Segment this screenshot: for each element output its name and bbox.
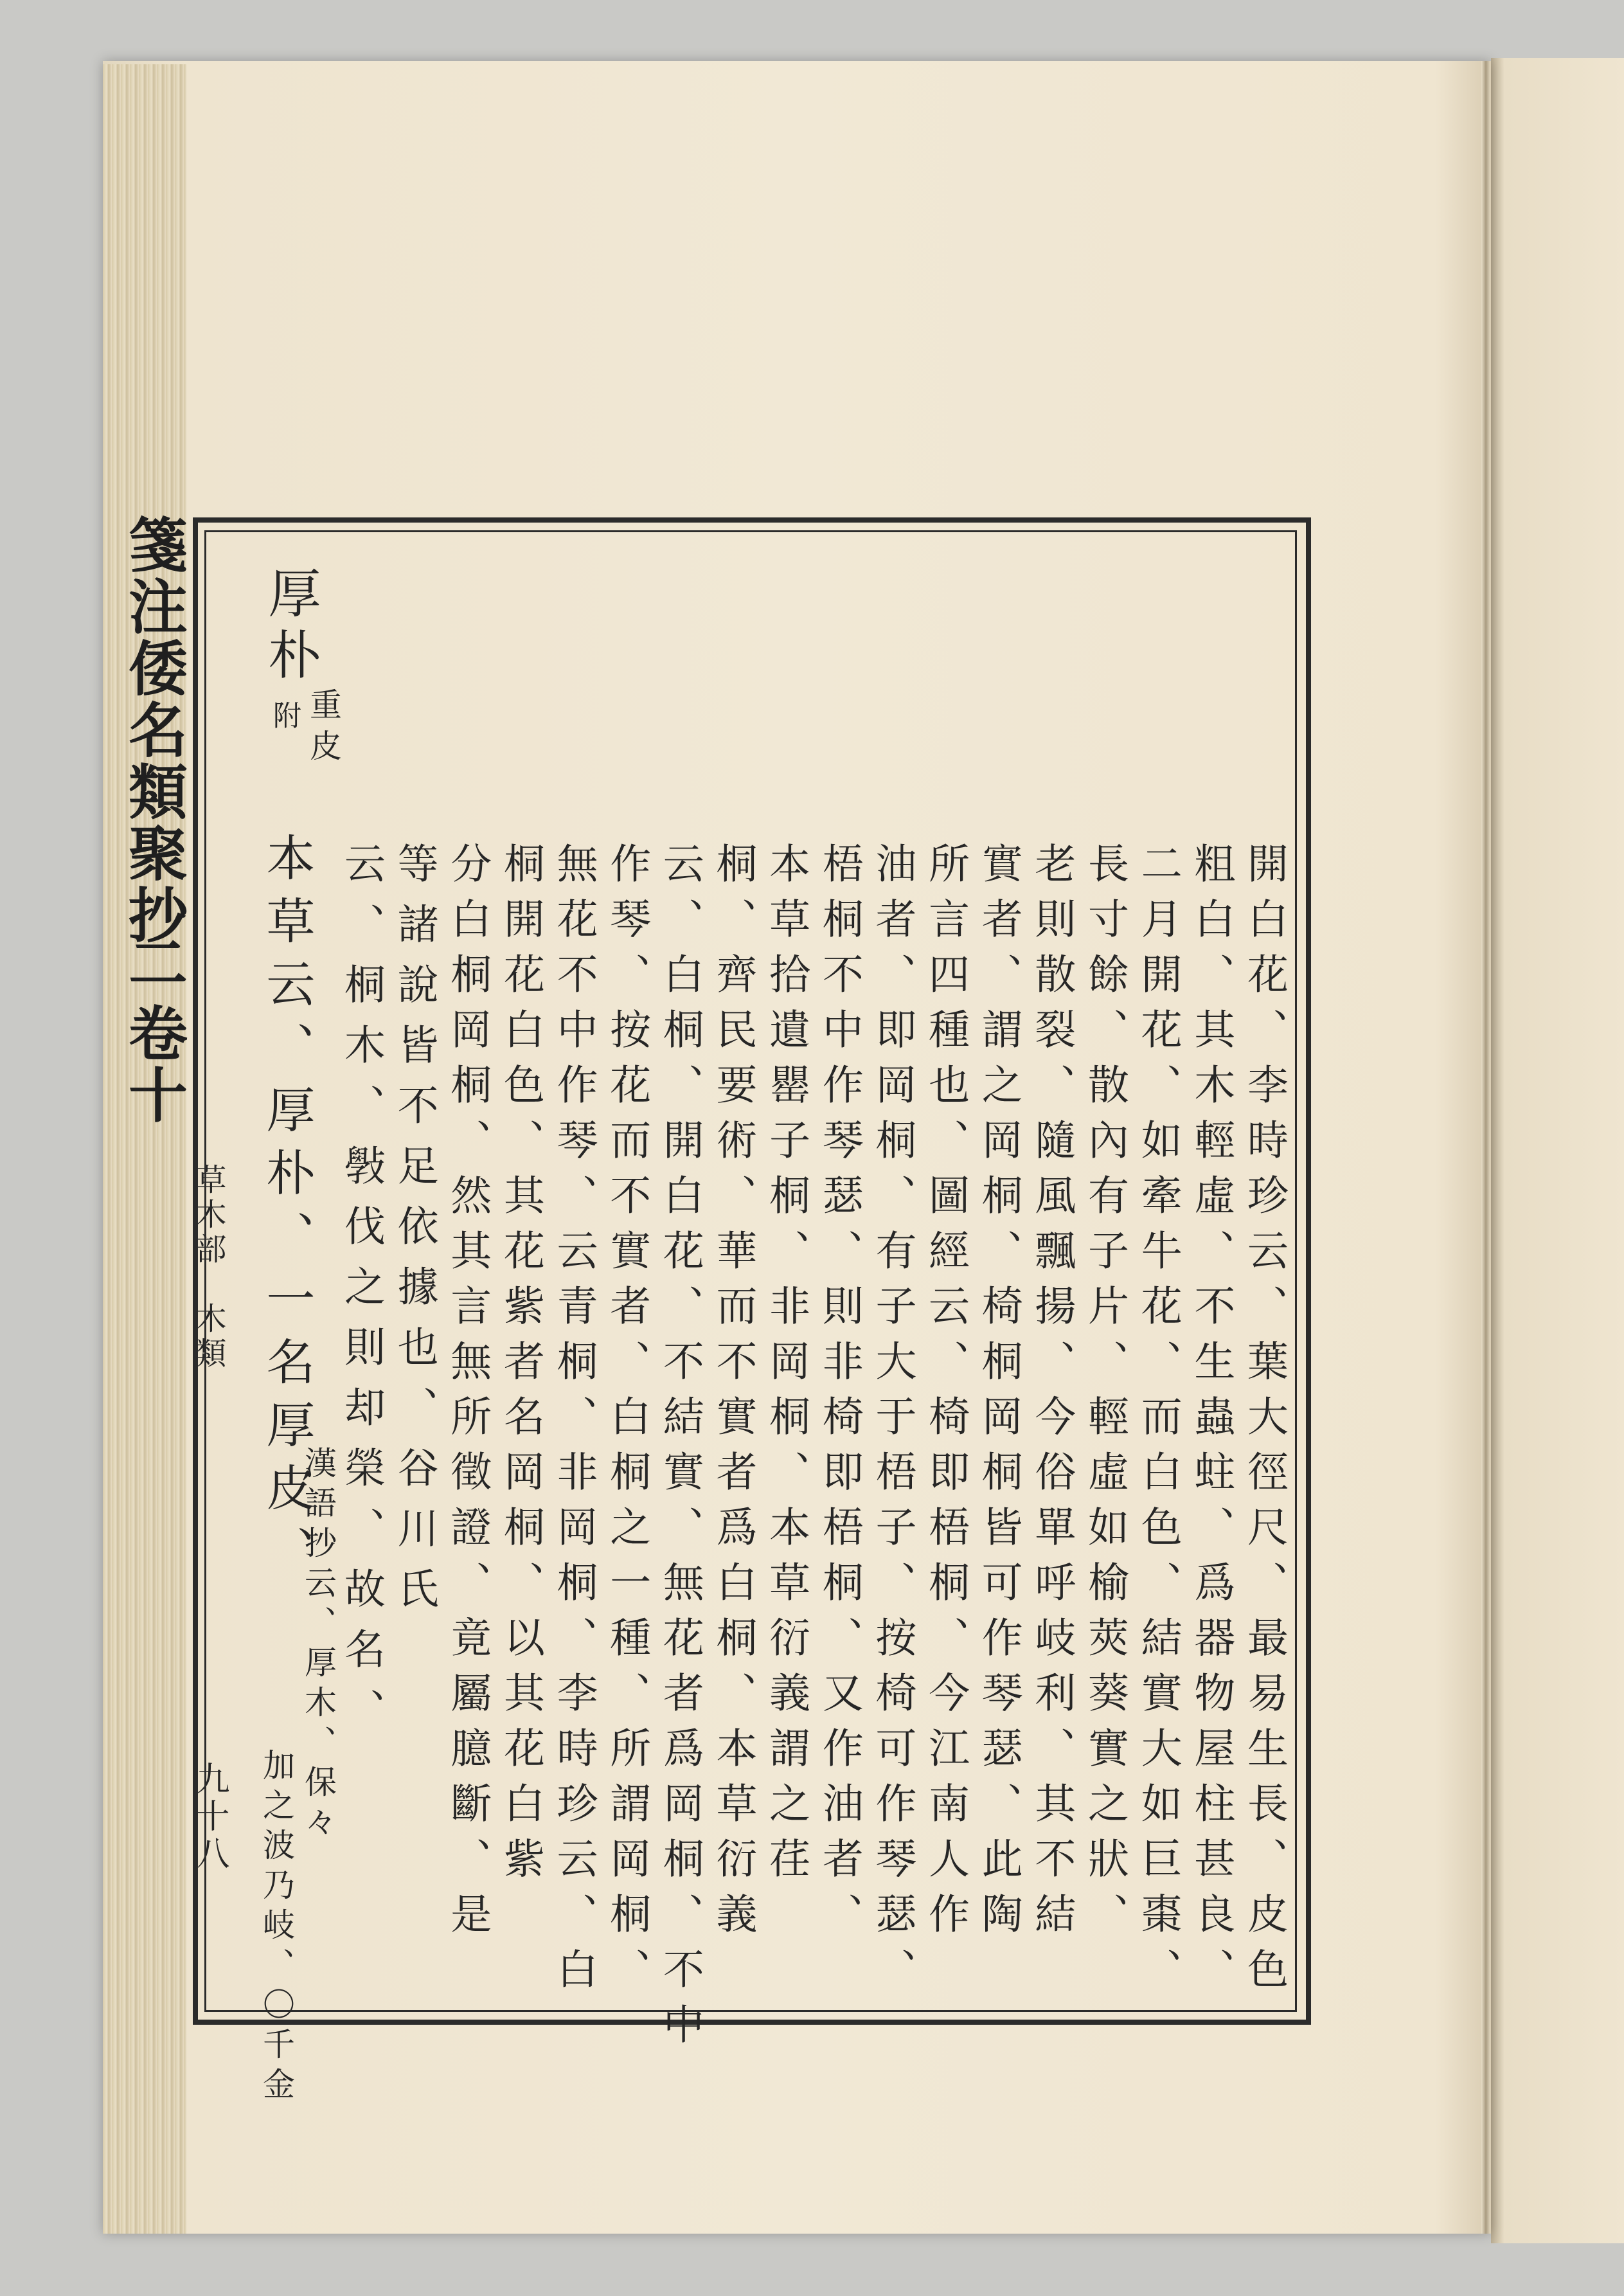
facing-page — [1491, 58, 1624, 2243]
text-column: 云、白桐、開白花、不結實、無花者爲岡桐、不中 — [656, 842, 704, 2058]
volume-number: 二 — [119, 932, 188, 994]
text-column: 長寸餘、散內有子片、輕虛如榆莢葵實之狀、 — [1081, 842, 1129, 1948]
text-column: 分白桐岡桐、然其言無所徵證、竟屬臆斷、是 — [443, 842, 492, 1948]
text-column: 二月開花、如牽牛花、而白色、結實大如巨棗、 — [1134, 842, 1182, 2003]
volume-label: 卷十 — [119, 1003, 188, 1126]
text-column: 云、桐木、斅伐之則却榮、故名、 — [337, 842, 385, 1748]
page-number: 九十八 — [190, 1761, 229, 1873]
appended-marker: 附 — [268, 701, 301, 734]
text-column: 粗白、其木輕虛、不生蟲蛀、爲器物屋柱甚良、 — [1187, 842, 1235, 2003]
text-column: 本草云、厚朴、一名厚皮、 — [258, 832, 316, 1588]
text-column: 所言四種也、圖經云、椅即梧桐、今江南人作 — [922, 842, 970, 1948]
text-column: 老則散裂、隨風飄揚、今俗單呼岐利、其不結 — [1028, 842, 1076, 1948]
annotation-line: 漢語抄云、厚木、保々 — [299, 1446, 337, 1845]
text-column: 開白花、李時珍云、葉大徑尺、最易生長、皮色 — [1240, 842, 1288, 2003]
text-column: 無花不中作琴、云青桐、非岡桐、李時珍云、白 — [549, 842, 598, 2003]
page-gutter — [1481, 61, 1490, 2234]
entry-heading: 厚朴 — [260, 566, 321, 689]
text-column: 桐、齊民要術、華而不實者爲白桐、本草衍義 — [709, 842, 757, 1948]
margin-header — [119, 514, 190, 2025]
text-column: 油者、即岡桐、有子大于梧子、按椅可作琴瑟、 — [868, 842, 916, 2003]
text-column: 等諸說皆不足依據也、谷川氏 — [390, 842, 438, 1628]
text-column: 作琴、按花而不實者、白桐之一種、所謂岡桐、 — [603, 842, 651, 2003]
appended-entry-name: 重皮 — [305, 688, 342, 770]
text-column: 梧桐不中作琴瑟、則非椅即梧桐、又作油者、 — [815, 842, 863, 1948]
text-column: 本草拾遺罌子桐、非岡桐、本草衍義謂之荏 — [762, 842, 810, 1892]
book-title: 箋注倭名類聚抄 — [119, 514, 188, 946]
section-label: 草木部 木類 — [190, 1163, 226, 1372]
text-column: 桐開花白色、其花紫者名岡桐、以其花白紫 — [496, 842, 544, 1892]
text-column: 實者、謂之岡桐、椅桐岡桐皆可作琴瑟、此陶 — [974, 842, 1022, 1948]
annotation-line: 加之波乃岐、〇千金 — [258, 1748, 295, 2107]
